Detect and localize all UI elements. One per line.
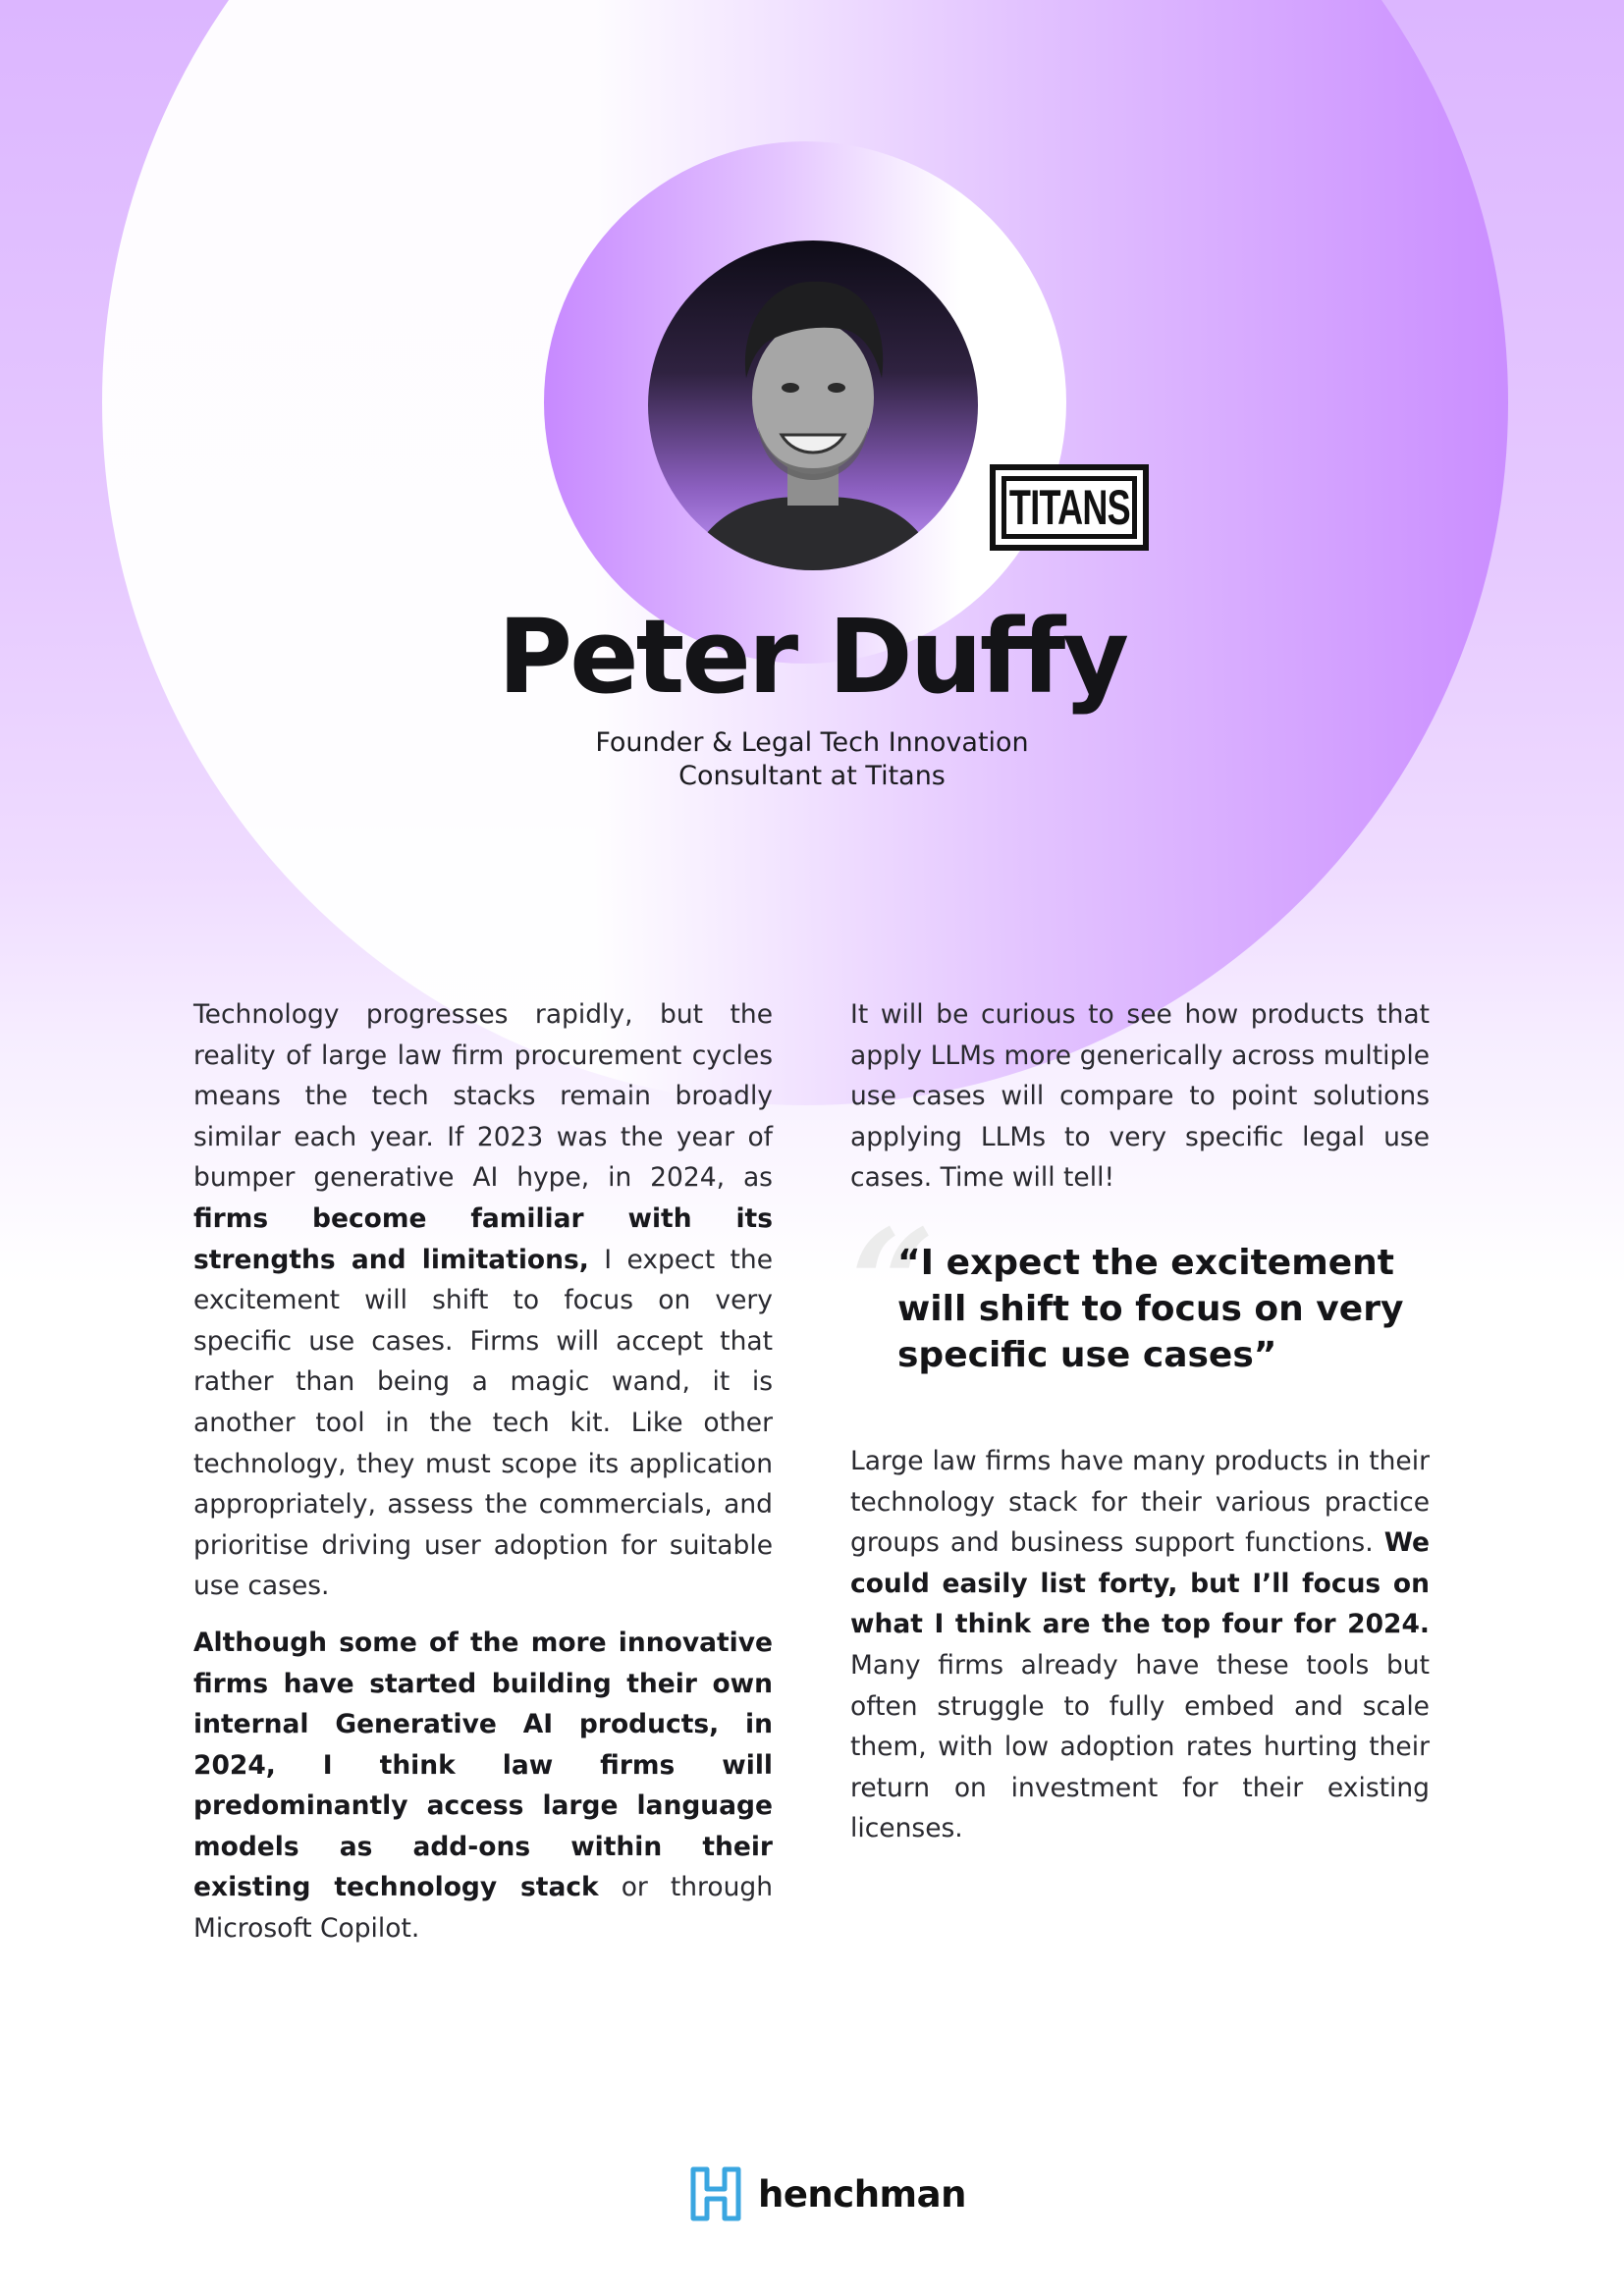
right-p2-text-c: Many firms already have these tools but often struggle to fully embed and scale them, with low adoption rates hurting their return on investment for their existing licenses. [850,1649,1430,1844]
henchman-logo [687,2164,966,2223]
pull-quote [850,1197,1430,1378]
left-p2-text: or through Microsoft Copilot. [193,1872,773,1945]
right-p2-bold: We could easily list forty, but I’ll focus on what I think are the top four for 2024. [850,1527,1430,1640]
profile-photo [648,240,978,570]
pull-quote-text: “I expect the excitement will shift to focus on very specific use cases” [897,1242,1404,1375]
right-paragraph-1: It will be curious to see how products that apply LLMs more generically across multiple use cases will compare to point solutions applying LLMs to very specific legal use cases. Time will tell! [850,999,1430,1194]
titans-logo [990,464,1149,551]
left-p2-bold: Although some of the more innovative firms have started building their own internal Generative AI products, in 2024, I think law firms will predominantly access large language models as add-ons within their existing technology stack [193,1627,773,1903]
person-name: Peter Duffy [497,597,1127,717]
left-p1-bold: firms become familiar with its strengths and limitations, [193,1202,773,1275]
left-paragraph-1 [193,994,773,1607]
quote-mark-icon: “ [850,1197,936,1370]
left-p1-text-c: I expect the excitement will shift to focus on very specific use cases. Firms will accept that rather than being a magic wand, it is another tool in the tech kit. Like other technology, they must scope its application appropriately, assess the commercials, and prioritise driving user adoption for suitable use cases. [193,1244,774,1602]
right-paragraph-2 [850,1441,1430,1849]
left-paragraph-2 [193,1623,773,1949]
left-column [193,994,773,1949]
right-p2-text-a: Large law firms have many products in their technology stack for their various practice groups and business support functions. [850,1445,1430,1559]
left-p1-text-a: Technology progresses rapidly, but the reality of large law firm procurement cycles means the tech stacks remain broadly similar each year. If 2023 was the year of bumper generative AI hype, in 2024, as [193,999,773,1194]
henchman-logo-icon [687,2165,744,2222]
right-column [850,994,1430,1849]
person-role-line-2: Consultant at Titans [678,761,946,791]
henchman-wordmark: henchman [758,2172,966,2216]
person-role [491,726,1133,793]
person-role-line-1: Founder & Legal Tech Innovation [595,727,1029,758]
titans-logo-text: TITANS [1008,480,1130,535]
